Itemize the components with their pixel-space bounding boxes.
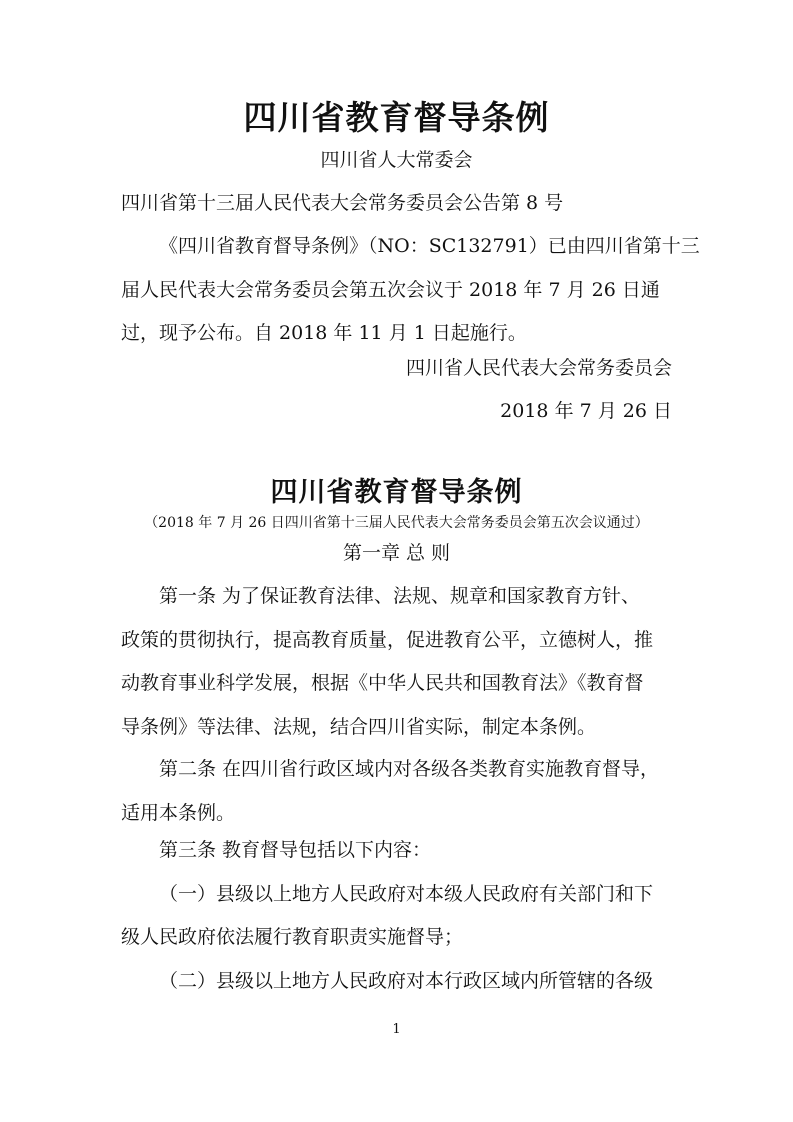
article-line: 适用本条例。	[121, 801, 236, 824]
adoption-note: （2018 年 7 月 26 日四川省第十三届人民代表大会常务委员会第五次会议通过）	[144, 515, 649, 531]
article-1	[121, 584, 676, 758]
article-line: 动教育事业科学发展，根据《中华人民共和国教育法》《教育督	[121, 672, 644, 694]
article-line: 第三条 教育督导包括以下内容：	[159, 839, 432, 861]
article-2	[121, 757, 676, 844]
article-line: 第一条 为了保证教育法律、法规、规章和国家教育方针、	[159, 585, 641, 607]
signature-date: 2018 年 7 月 26 日	[500, 400, 672, 422]
page-number: 1	[392, 1022, 401, 1037]
issuer: 四川省人大常委会	[320, 149, 473, 171]
article-line: 政策的贯彻执行，提高教育质量，促进教育公平，立德树人，推	[121, 628, 654, 651]
signature: 四川省人民代表大会常务委员会	[405, 357, 672, 379]
article-3	[121, 838, 676, 1012]
notice-line: 《四川省教育督导条例》（NO：SC132791）已由四川省第十三	[159, 235, 700, 257]
article-line: 级人民政府依法履行教育职责实施督导；	[121, 926, 464, 948]
chapter-heading: 第一章 总 则	[342, 542, 451, 564]
law-title: 四川省教育督导条例	[270, 477, 523, 508]
document-title: 四川省教育督导条例	[243, 98, 550, 137]
notice-line: 过，现予公布。自 2018 年 11 月 1 日起施行。	[121, 322, 527, 344]
notice-body	[121, 234, 700, 365]
article-line: （二）县级以上地方人民政府对本行政区域内所管辖的各级	[159, 969, 654, 992]
article-line: 导条例》等法律、法规，结合四川省实际，制定本条例。	[121, 715, 597, 738]
notice-heading: 四川省第十三届人民代表大会常务委员会公告第 8 号	[121, 192, 564, 214]
article-line: 第二条 在四川省行政区域内对各级各类教育实施教育督导，	[159, 758, 660, 780]
article-line: （一）县级以上地方人民政府对本级人民政府有关部门和下	[159, 882, 654, 905]
notice-line: 届人民代表大会常务委员会第五次会议于 2018 年 7 月 26 日通	[121, 278, 660, 301]
